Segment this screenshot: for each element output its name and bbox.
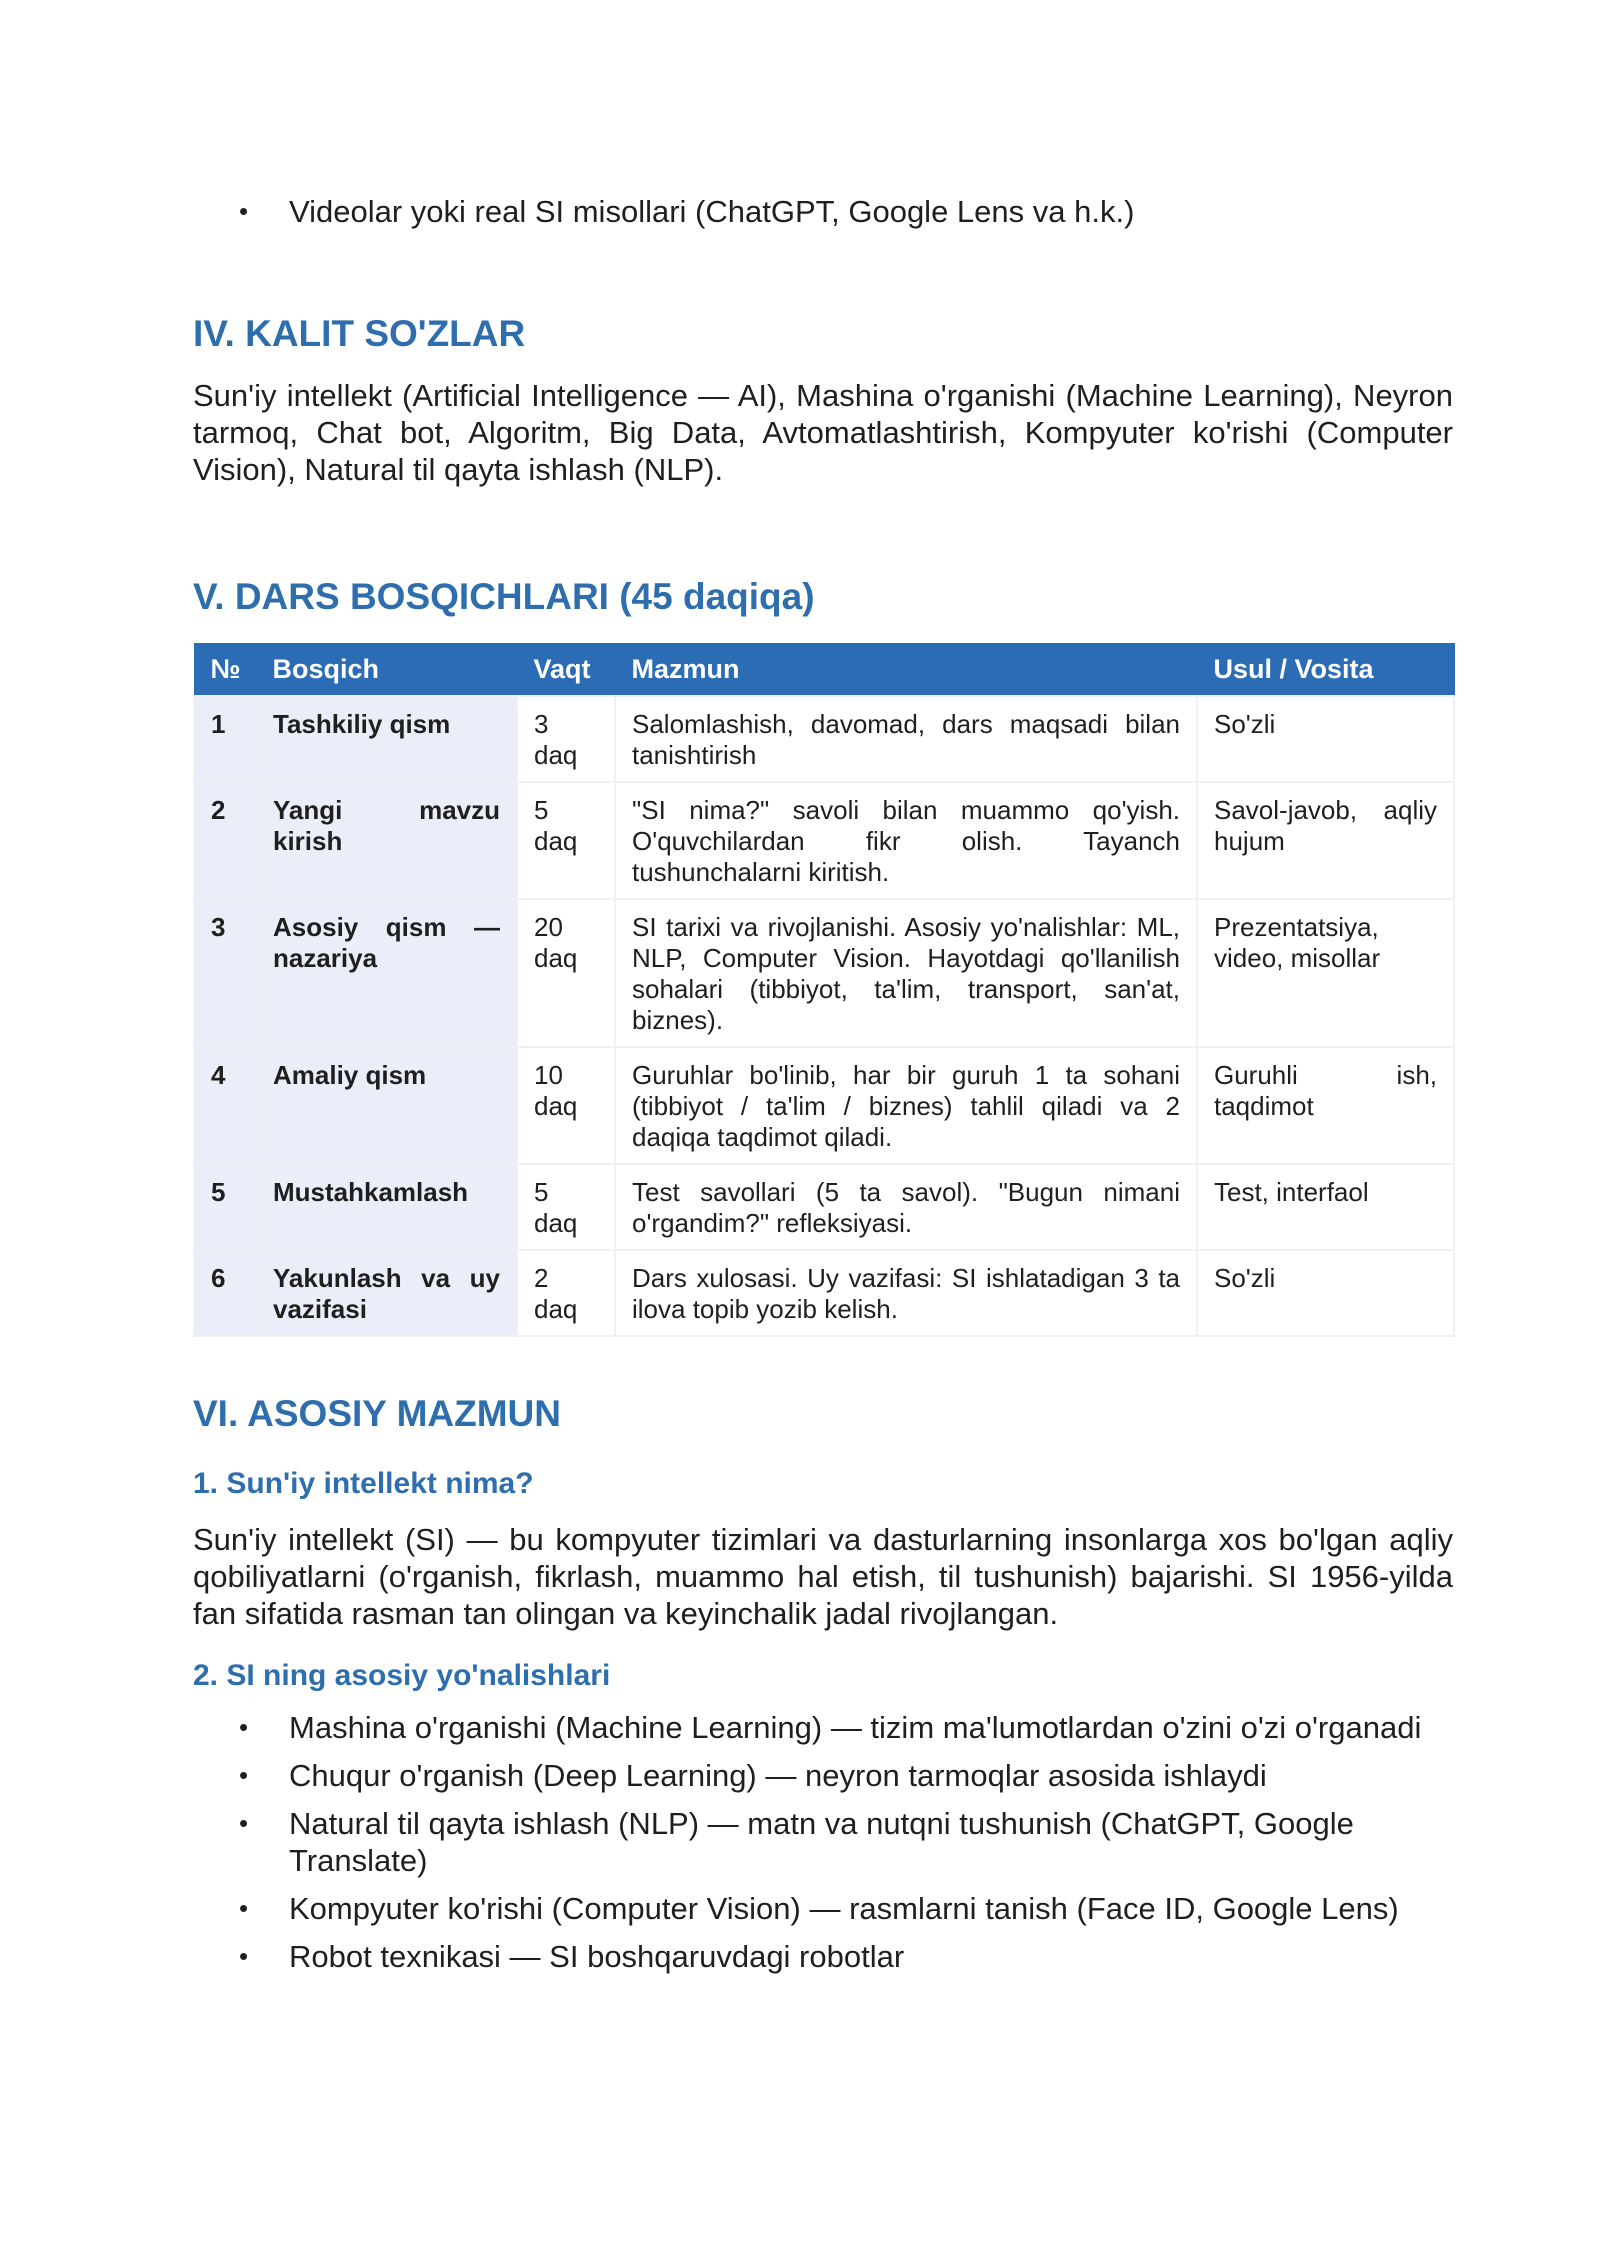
table-row xyxy=(194,1164,1454,1250)
cell-content: Salomlashish, davomad, dars maqsadi bilan tanishtirish xyxy=(615,696,1197,782)
subheading-ai-directions: 2. SI ning asosiy yo'nalishlari xyxy=(193,1659,611,1692)
bullet-icon: • xyxy=(239,196,249,226)
cell-content: SI tarixi va rivojlanishi. Asosiy yo'nalishlar: ML, NLP, Computer Vision. Hayotdagi qo'llanilish sohalari (tibbiyot, ta'lim, transport, san'at, biznes). xyxy=(615,899,1197,1047)
list-item-text: Kompyuter ko'rishi (Computer Vision) — rasmlarni tanish (Face ID, Google Lens) xyxy=(289,1891,1399,1926)
header-time: Vaqt xyxy=(517,644,615,697)
header-method: Usul / Vosita xyxy=(1197,644,1454,697)
cell-method: So'zli xyxy=(1197,696,1454,782)
cell-method: So'zli xyxy=(1197,1250,1454,1336)
cell-stage: Mustahkamlash xyxy=(256,1164,517,1250)
bullet-icon: • xyxy=(239,1760,249,1790)
cell-time: 5 daq xyxy=(517,782,615,899)
bullet-icon: • xyxy=(239,1712,249,1742)
list-item xyxy=(193,1938,1453,1975)
list-item xyxy=(193,1757,1453,1794)
header-stage: Bosqich xyxy=(256,644,517,697)
list-item xyxy=(193,1709,1453,1746)
cell-time: 3 daq xyxy=(517,696,615,782)
list-item-text: Natural til qayta ishlash (NLP) — matn va nutqni tushunish (ChatGPT, Google Translate) xyxy=(289,1806,1354,1878)
materials-list xyxy=(193,193,1453,230)
bullet-icon: • xyxy=(239,1941,249,1971)
ai-definition-paragraph: Sun'iy intellekt (SI) — bu kompyuter tizimlari va dasturlarning insonlarga xos bo'lgan aqliy qobiliyatlarni (o'rganish, fikrlash, muammo hal etish, til tushunish) bajarishi. SI 1956-yilda fan sifatida rasman tan olingan va keyinchalik jadal rivojlangan. xyxy=(193,1522,1453,1631)
table-row xyxy=(194,1250,1454,1336)
list-item-text: Chuqur o'rganish (Deep Learning) — neyron tarmoqlar asosida ishlaydi xyxy=(289,1758,1267,1793)
cell-number: 6 xyxy=(194,1250,256,1336)
cell-stage: Amaliy qism xyxy=(256,1047,517,1164)
section-heading-lesson-stages: V. DARS BOSQICHLARI (45 daqiqa) xyxy=(193,576,815,617)
cell-time: 20 daq xyxy=(517,899,615,1047)
header-number: № xyxy=(194,644,256,697)
cell-stage: Asosiy qism — nazariya xyxy=(256,899,517,1047)
ai-directions-list xyxy=(193,1709,1453,1986)
keywords-paragraph: Sun'iy intellekt (Artificial Intelligence — AI), Mashina o'rganishi (Machine Learning), Neyron tarmoq, Chat bot, Algoritm, Big Data, Avtomatlashtirish, Kompyuter ko'rishi (Computer Vision), Natural til qayta ishlash (NLP). xyxy=(193,378,1453,487)
cell-method: Guruhli ish, taqdimot xyxy=(1197,1047,1454,1164)
table-row xyxy=(194,696,1454,782)
bullet-icon: • xyxy=(239,1808,249,1838)
cell-stage: Yakunlash va uy vazifasi xyxy=(256,1250,517,1336)
cell-number: 1 xyxy=(194,696,256,782)
subheading-what-is-ai: 1. Sun'iy intellekt nima? xyxy=(193,1467,534,1500)
cell-stage: Tashkiliy qism xyxy=(256,696,517,782)
section-heading-main-content: VI. ASOSIY MAZMUN xyxy=(193,1393,561,1434)
cell-number: 3 xyxy=(194,899,256,1047)
cell-time: 2 daq xyxy=(517,1250,615,1336)
table-row xyxy=(194,899,1454,1047)
table-header-row xyxy=(194,644,1454,697)
cell-stage: Yangi mavzu kirish xyxy=(256,782,517,899)
cell-content: Test savollari (5 ta savol). "Bugun nimani o'rgandim?" refleksiyasi. xyxy=(615,1164,1197,1250)
cell-number: 4 xyxy=(194,1047,256,1164)
cell-content: Dars xulosasi. Uy vazifasi: SI ishlatadigan 3 ta ilova topib yozib kelish. xyxy=(615,1250,1197,1336)
cell-number: 5 xyxy=(194,1164,256,1250)
list-item xyxy=(193,193,1453,230)
list-item-text: Robot texnikasi — SI boshqaruvdagi robotlar xyxy=(289,1939,905,1974)
section-heading-keywords: IV. KALIT SO'ZLAR xyxy=(193,313,526,354)
bullet-icon: • xyxy=(239,1893,249,1923)
table-row xyxy=(194,1047,1454,1164)
header-content: Mazmun xyxy=(615,644,1197,697)
cell-time: 5 daq xyxy=(517,1164,615,1250)
cell-method: Savol-javob, aqliy hujum xyxy=(1197,782,1454,899)
table-row xyxy=(194,782,1454,899)
cell-number: 2 xyxy=(194,782,256,899)
cell-time: 10 daq xyxy=(517,1047,615,1164)
cell-content: Guruhlar bo'linib, har bir guruh 1 ta sohani (tibbiyot / ta'lim / biznes) tahlil qiladi va 2 daqiqa taqdimot qiladi. xyxy=(615,1047,1197,1164)
cell-content: "SI nima?" savoli bilan muammo qo'yish. O'quvchilardan fikr olish. Tayanch tushunchalarni kiritish. xyxy=(615,782,1197,899)
lesson-stages-table xyxy=(193,643,1455,1337)
list-item-text: Mashina o'rganishi (Machine Learning) — tizim ma'lumotlardan o'zini o'zi o'rganadi xyxy=(289,1710,1422,1745)
list-item xyxy=(193,1890,1453,1927)
list-item-text: Videolar yoki real SI misollari (ChatGPT, Google Lens va h.k.) xyxy=(289,194,1135,229)
cell-method: Test, interfaol xyxy=(1197,1164,1454,1250)
cell-method: Prezentatsiya, video, misollar xyxy=(1197,899,1454,1047)
list-item xyxy=(193,1805,1453,1879)
